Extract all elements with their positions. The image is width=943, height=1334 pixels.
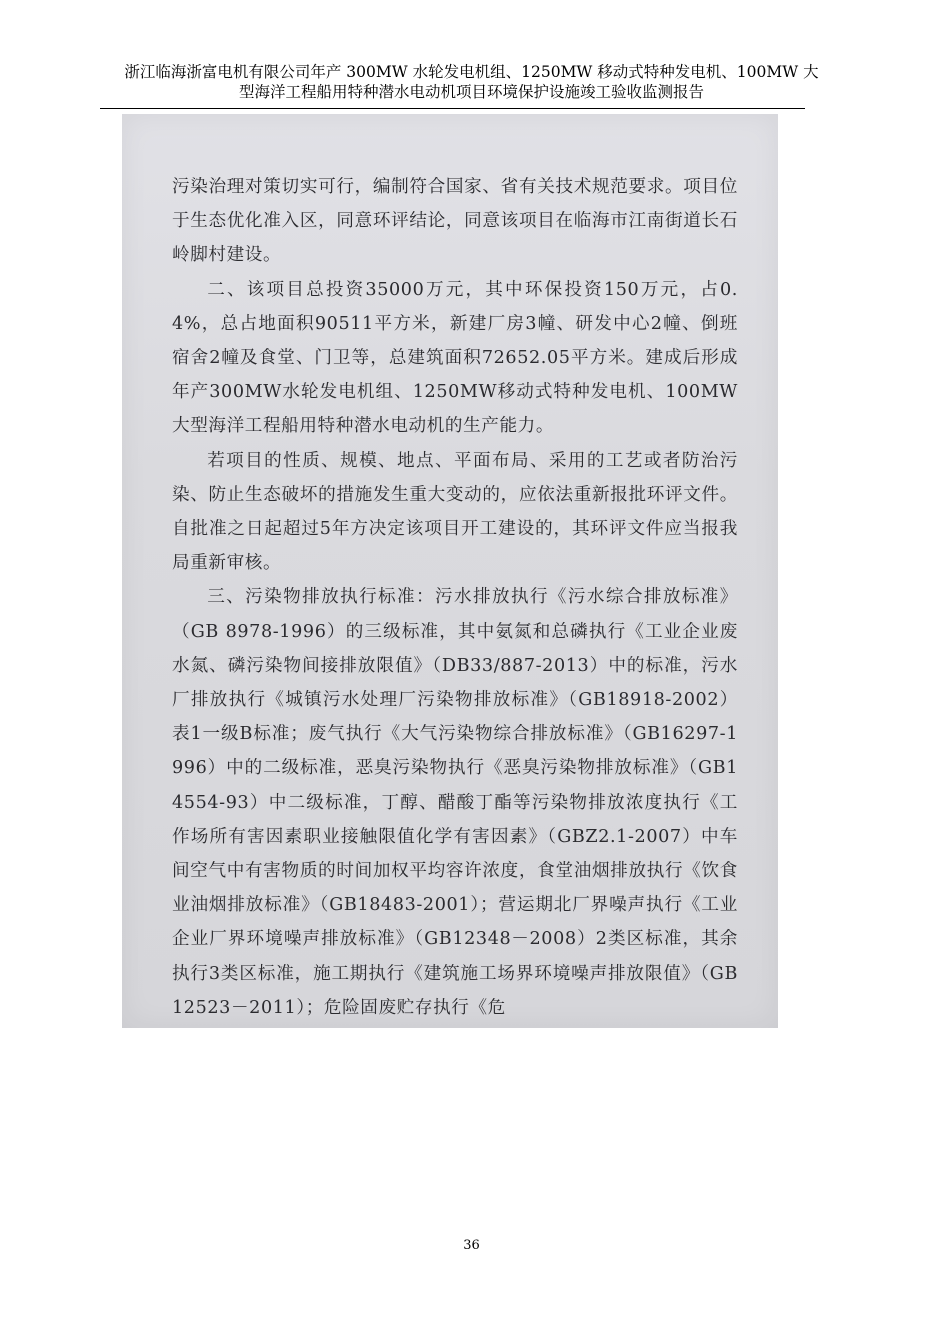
report-header-line-1: 浙江临海浙富电机有限公司年产 300MW 水轮发电机组、1250MW 移动式特种发电机、100MW 大 [124,63,819,81]
header-divider [100,108,805,109]
report-header-line-2: 型海洋工程船用特种潜水电动机项目环境保护设施竣工验收监测报告 [238,83,704,101]
scanned-document-image [122,114,778,1028]
paragraph-investment: 二、该项目总投资35000万元，其中环保投资150万元，占0.4%，总占地面积90511平方米，新建厂房3幢、研发中心2幢、倒班宿舍2幢及食堂、门卫等，总建筑面积72652.05平方米。建成后形成年产300MW水轮发电机组、1250MW移动式特种发电机、100MW大型海洋工程船用特种潜水电动机的生产能力。 [172,279,738,437]
paragraph-change-rules: 若项目的性质、规模、地点、平面布局、采用的工艺或者防治污染、防止生态破坏的措施发生重大变动的，应依法重新报批环评文件。自批准之日起超过5年方决定该项目开工建设的，其环评文件应当报我局重新审核。 [172,450,738,574]
report-header [60,62,883,102]
page-number: 36 [463,1238,480,1253]
scanned-document-text [172,170,738,1025]
paragraph-continuation: 污染治理对策切实可行，编制符合国家、省有关技术规范要求。项目位于生态优化准入区，同意环评结论，同意该项目在临海市江南街道长石岭脚村建设。 [172,177,738,266]
paragraph-emission-standards: 三、污染物排放执行标准：污水排放执行《污水综合排放标准》（GB 8978-1996）的三级标准，其中氨氮和总磷执行《工业企业废水氮、磷污染物间接排放限值》（DB33/887-2013）中的标准，污水厂排放执行《城镇污水处理厂污染物排放标准》（GB18918-2002）表1一级B标准；废气执行《大气污染物综合排放标准》（GB16297-1996）中的二级标准，恶臭污染物执行《恶臭污染物排放标准》（GB14554-93）中二级标准，丁醇、醋酸丁酯等污染物排放浓度执行《工作场所有害因素职业接触限值化学有害因素》（GBZ2.1-2007）中车间空气中有害物质的时间加权平均容许浓度，食堂油烟排放执行《饮食业油烟排放标准》（GB18483-2001）；营运期北厂界噪声执行《工业企业厂界环境噪声排放标准》（GB12348－2008）2类区标准，其余执行3类区标准，施工期执行《建筑施工场界环境噪声排放限值》（GB12523－2011）；危险固废贮存执行《危 [172,587,738,1018]
